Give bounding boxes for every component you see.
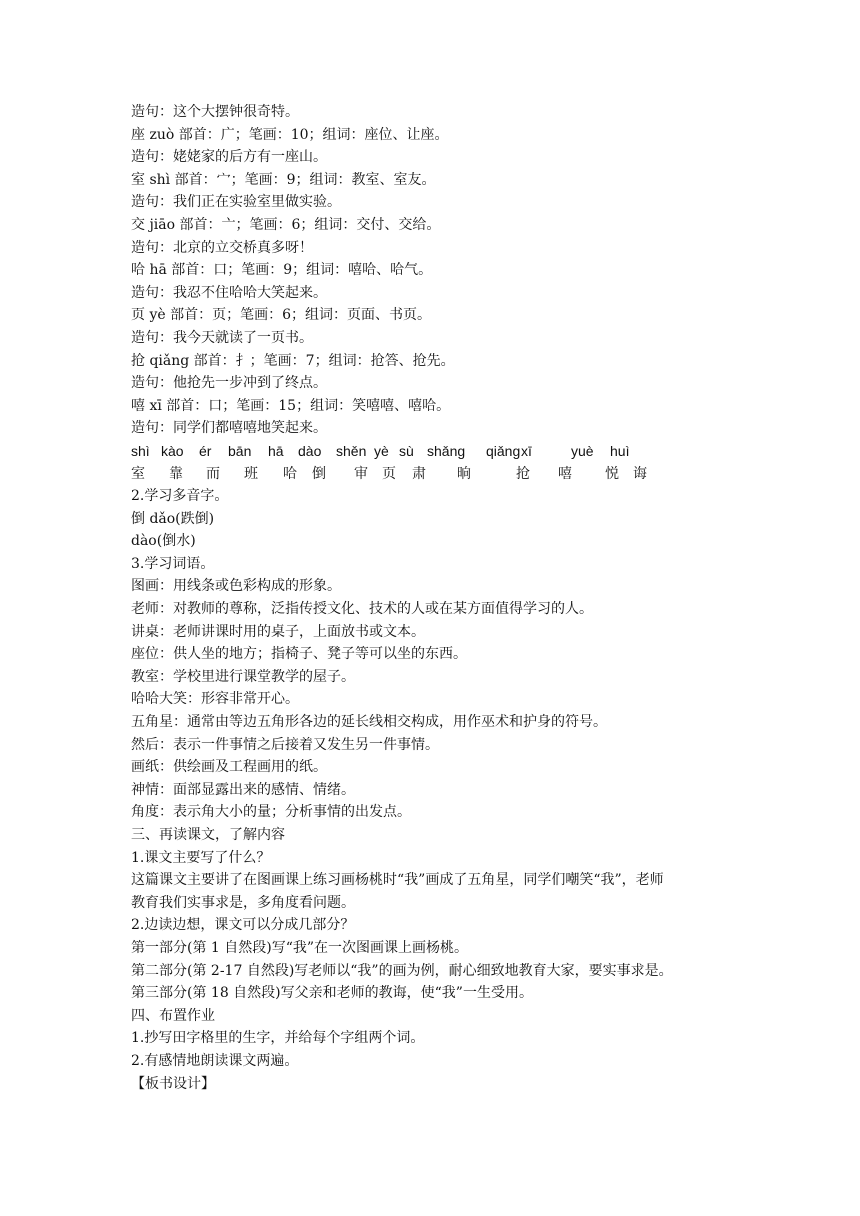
text-line: 造句：同学们都嘻嘻地笑起来。 xyxy=(131,420,327,437)
text-line: 第三部分(第 18 自然段)写父亲和老师的教诲，使“我”一生受用。 xyxy=(131,985,533,1002)
pinyin-syllable: qiǎng xyxy=(486,442,521,459)
text-line: 【板书设计】 xyxy=(131,1075,215,1092)
text-line: 四、布置作业 xyxy=(131,1007,215,1024)
lesson-content-section xyxy=(131,485,751,1095)
hanzi-character: 而 xyxy=(206,465,220,482)
hanzi-character: 审 xyxy=(354,465,368,482)
text-line: 2.有感情地朗读课文两遍。 xyxy=(131,1052,299,1069)
text-line: 造句：我忍不住哈哈大笑起来。 xyxy=(131,284,327,301)
pinyin-syllable: shì xyxy=(131,442,150,459)
pinyin-syllable: yuè xyxy=(571,442,594,459)
text-line: 图画：用线条或色彩构成的形象。 xyxy=(131,578,341,595)
text-line: 室 shì 部首：宀；笔画：9；组词：教室、室友。 xyxy=(131,171,436,188)
text-line: 角度：表示角大小的量；分析事情的出发点。 xyxy=(131,804,411,821)
text-line: 座位：供人坐的地方；指椅子、凳子等可以坐的东西。 xyxy=(131,646,467,663)
pinyin-syllable: yè xyxy=(374,442,389,459)
text-line: 哈哈大笑：形容非常开心。 xyxy=(131,691,299,708)
hanzi-character: 哈 xyxy=(283,465,297,482)
text-line: 讲桌：老师讲课时用的桌子，上面放书或文本。 xyxy=(131,623,425,640)
text-line: 1.课文主要写了什么？ xyxy=(131,849,271,866)
document-body xyxy=(131,101,751,1095)
pinyin-syllable: sù xyxy=(399,442,414,459)
hanzi-character: 诲 xyxy=(633,465,647,482)
hanzi-character: 悦 xyxy=(605,465,619,482)
pinyin-syllable: kào xyxy=(161,442,184,459)
hanzi-character: 靠 xyxy=(169,465,183,482)
text-line: 页 yè 部首：页；笔画：6；组词：页面、书页。 xyxy=(131,307,432,324)
text-line: 造句：这个大摆钟很奇特。 xyxy=(131,104,299,120)
text-line: 老师：对教师的尊称，泛指传授文化、技术的人或在某方面值得学习的人。 xyxy=(131,601,593,618)
text-line: 教室：学校里进行课堂教学的屋子。 xyxy=(131,668,355,685)
pinyin-syllable: hā xyxy=(268,442,284,459)
pinyin-syllable: shěn xyxy=(336,442,367,459)
hanzi-character: 倒 xyxy=(312,465,326,482)
text-line: 造句：他抢先一步冲到了终点。 xyxy=(131,375,327,392)
text-line: 教育我们实事求是，多角度看问题。 xyxy=(131,894,355,911)
hanzi-character: 室 xyxy=(131,465,145,482)
pinyin-syllable: huì xyxy=(610,442,630,459)
character-study-section xyxy=(131,101,751,440)
hanzi-character: 晌 xyxy=(457,465,471,482)
pinyin-syllable: shǎng xyxy=(427,442,466,459)
text-line: 倒 dǎo(跌倒) xyxy=(131,510,215,527)
text-line: 嘻 xī 部首：口；笔画：15；组词：笑嘻嘻、嘻哈。 xyxy=(131,397,451,414)
text-line: 交 jiāo 部首：亠；笔画：6；组词：交付、交给。 xyxy=(131,216,441,233)
text-line: 画纸：供绘画及工程画用的纸。 xyxy=(131,759,327,776)
text-line: 五角星：通常由等边五角形各边的延长线相交构成，用作巫术和护身的符号。 xyxy=(131,714,607,731)
pinyin-syllable: dào xyxy=(298,442,322,459)
text-line: 第一部分(第 1 自然段)写“我”在一次图画课上画杨桃。 xyxy=(131,939,469,956)
hanzi-character: 抢 xyxy=(516,465,530,482)
hanzi-character: 肃 xyxy=(412,465,426,482)
text-line: dào(倒水) xyxy=(131,533,196,550)
pinyin-syllable: xī xyxy=(521,442,532,459)
text-line: 抢 qiǎng 部首：扌；笔画：7；组词：抢答、抢先。 xyxy=(131,352,455,369)
text-line: 1.抄写田字格里的生字，并给每个字组两个词。 xyxy=(131,1030,425,1047)
text-line: 造句：北京的立交桥真多呀！ xyxy=(131,239,313,256)
text-line: 这篇课文主要讲了在图画课上练习画杨桃时“我”画成了五角星，同学们嘲笑“我”，老师 xyxy=(131,872,664,889)
pinyin-syllable: bān xyxy=(228,442,252,459)
text-line: 哈 hā 部首：口；笔画：9；组词：嘻哈、哈气。 xyxy=(131,262,433,279)
text-line: 座 zuò 部首：广；笔画：10；组词：座位、让座。 xyxy=(131,126,449,143)
hanzi-row xyxy=(131,463,751,486)
text-line: 神情：面部显露出来的感情、情绪。 xyxy=(131,781,355,798)
text-line: 造句：姥姥家的后方有一座山。 xyxy=(131,149,327,166)
text-line: 2.边读边想，课文可以分成几部分？ xyxy=(131,917,355,934)
text-line: 第二部分(第 2-17 自然段)写老师以“我”的画为例，耐心细致地教育大家，要实事求是。 xyxy=(131,962,673,979)
hanzi-character: 嘻 xyxy=(558,465,572,482)
text-line: 2.学习多音字。 xyxy=(131,488,229,505)
text-line: 造句：我今天就读了一页书。 xyxy=(131,329,313,346)
pinyin-row xyxy=(131,440,751,463)
text-line: 三、再读课文，了解内容 xyxy=(131,827,285,843)
hanzi-character: 班 xyxy=(244,465,258,482)
pinyin-syllable: ér xyxy=(199,442,212,459)
hanzi-character: 页 xyxy=(382,465,396,482)
text-line: 然后：表示一件事情之后接着又发生另一件事情。 xyxy=(131,736,439,753)
text-line: 造句：我们正在实验室里做实验。 xyxy=(131,194,341,211)
text-line: 3.学习词语。 xyxy=(131,555,215,572)
